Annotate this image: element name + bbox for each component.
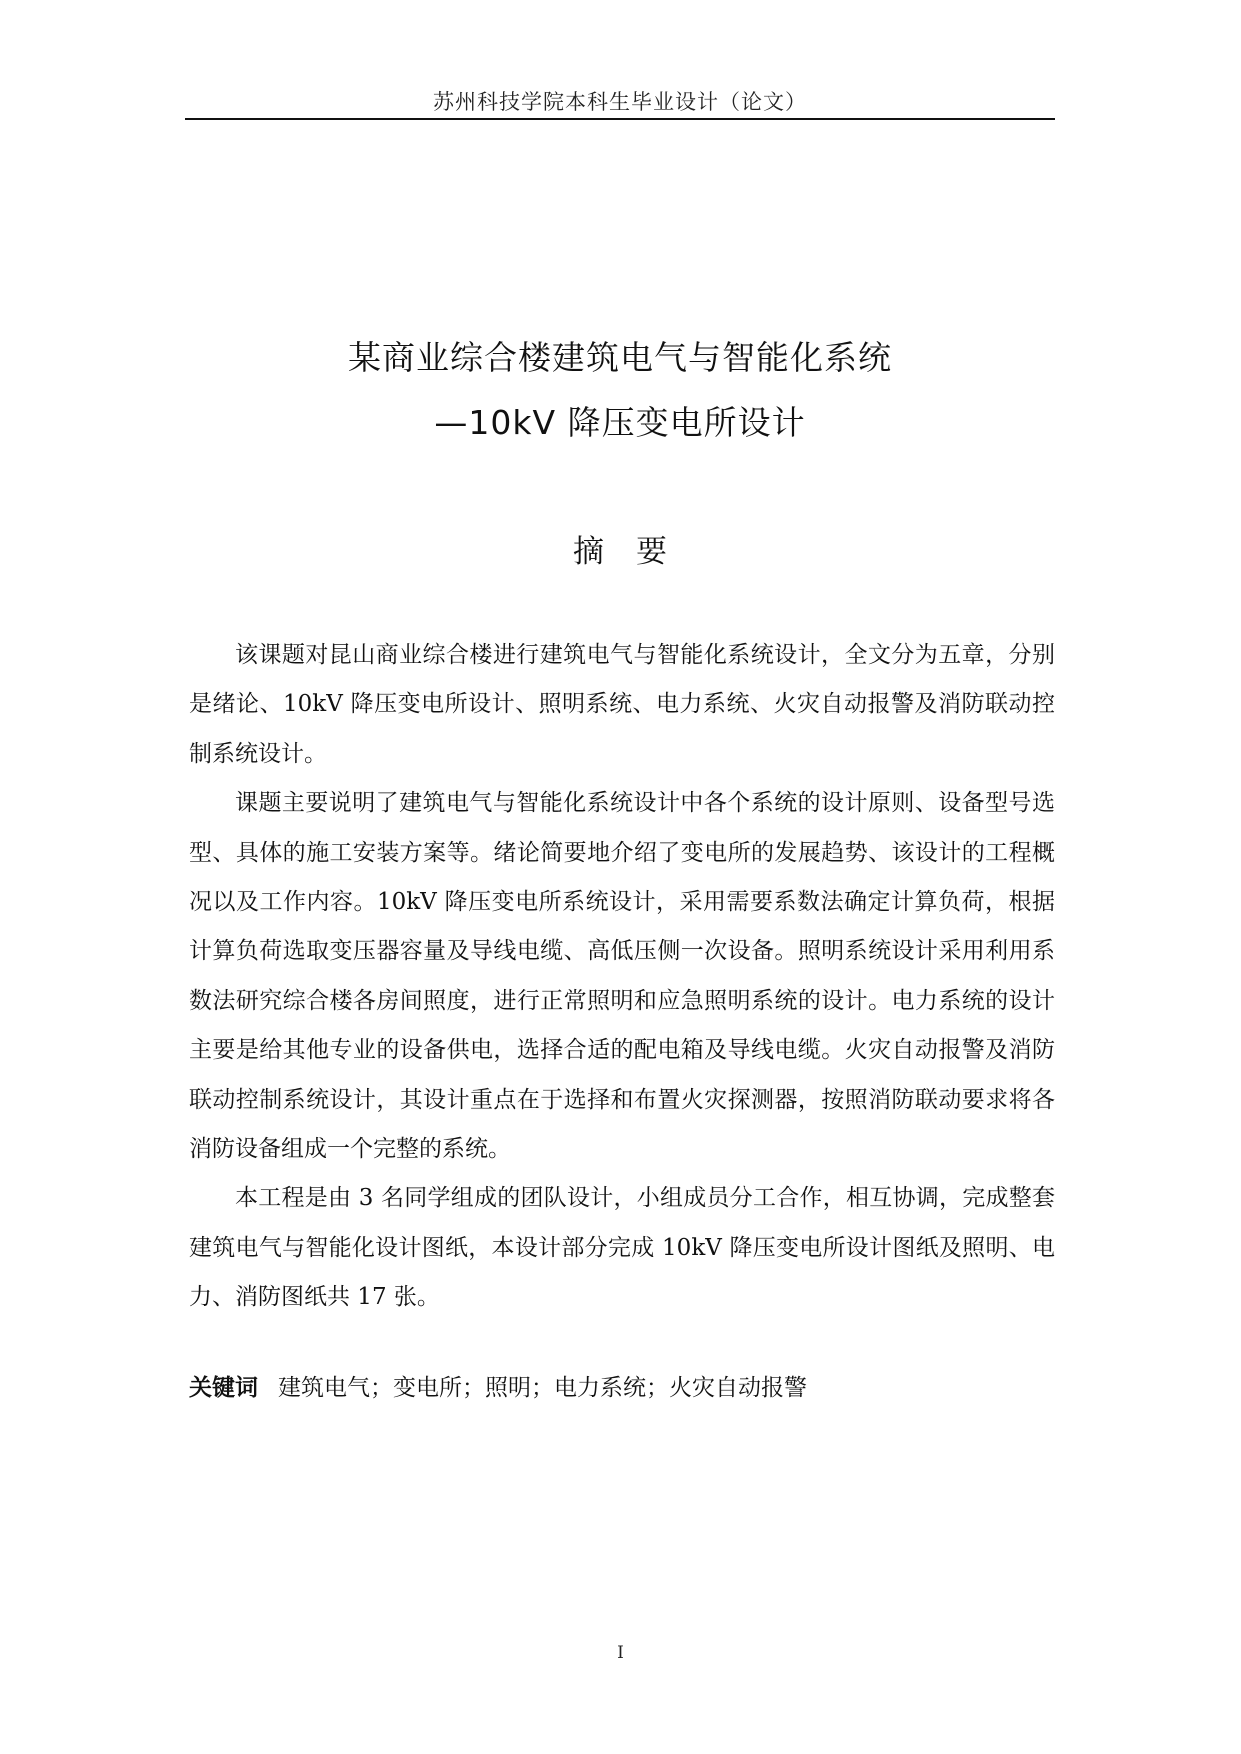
abstract-paragraph: 该课题对昆山商业综合楼进行建筑电气与智能化系统设计，全文分为五章，分别是绪论、10kV 降压变电所设计、照明系统、电力系统、火灾自动报警及消防联动控制系统设计。 — [189, 642, 1055, 767]
keywords-text: 建筑电气；变电所；照明；电力系统；火灾自动报警 — [278, 1375, 807, 1401]
running-header: 苏州科技学院本科生毕业设计（论文） — [433, 90, 807, 114]
thesis-title-line-1: 某商业综合楼建筑电气与智能化系统 — [348, 338, 892, 377]
abstract-body — [189, 631, 1055, 1323]
abstract-heading: 摘要 — [573, 534, 699, 570]
keywords-line — [189, 1369, 807, 1402]
keywords-label: 关键词 — [189, 1375, 258, 1401]
abstract-paragraph: 本工程是由 3 名同学组成的团队设计，小组成员分工合作，相互协调，完成整套建筑电气与智能化设计图纸，本设计部分完成 10kV 降压变电所设计图纸及照明、电力、消防图纸共 17 张。 — [189, 1185, 1055, 1311]
abstract-paragraph: 课题主要说明了建筑电气与智能化系统设计中各个系统的设计原则、设备型号选型、具体的施工安装方案等。绪论简要地介绍了变电所的发展趋势、该设计的工程概况以及工作内容。10kV 降压变电所系统设计，采用需要系数法确定计算负荷，根据计算负荷选取变压器容量及导线电缆、高低压侧一次设备。照明系统设计采用利用系数法研究综合楼各房间照度，进行正常照明和应急照明系统的设计。电力系统的设计主要是给其他专业的设备供电，选择合适的配电箱及导线电缆。火灾自动报警及消防联动控制系统设计，其设计重点在于选择和布置火灾探测器，按照消防联动要求将各消防设备组成一个完整的系统。 — [189, 790, 1055, 1163]
thesis-title-line-2: —10kV 降压变电所设计 — [434, 403, 806, 442]
page-number: I — [617, 1643, 624, 1663]
header-divider — [185, 118, 1055, 120]
